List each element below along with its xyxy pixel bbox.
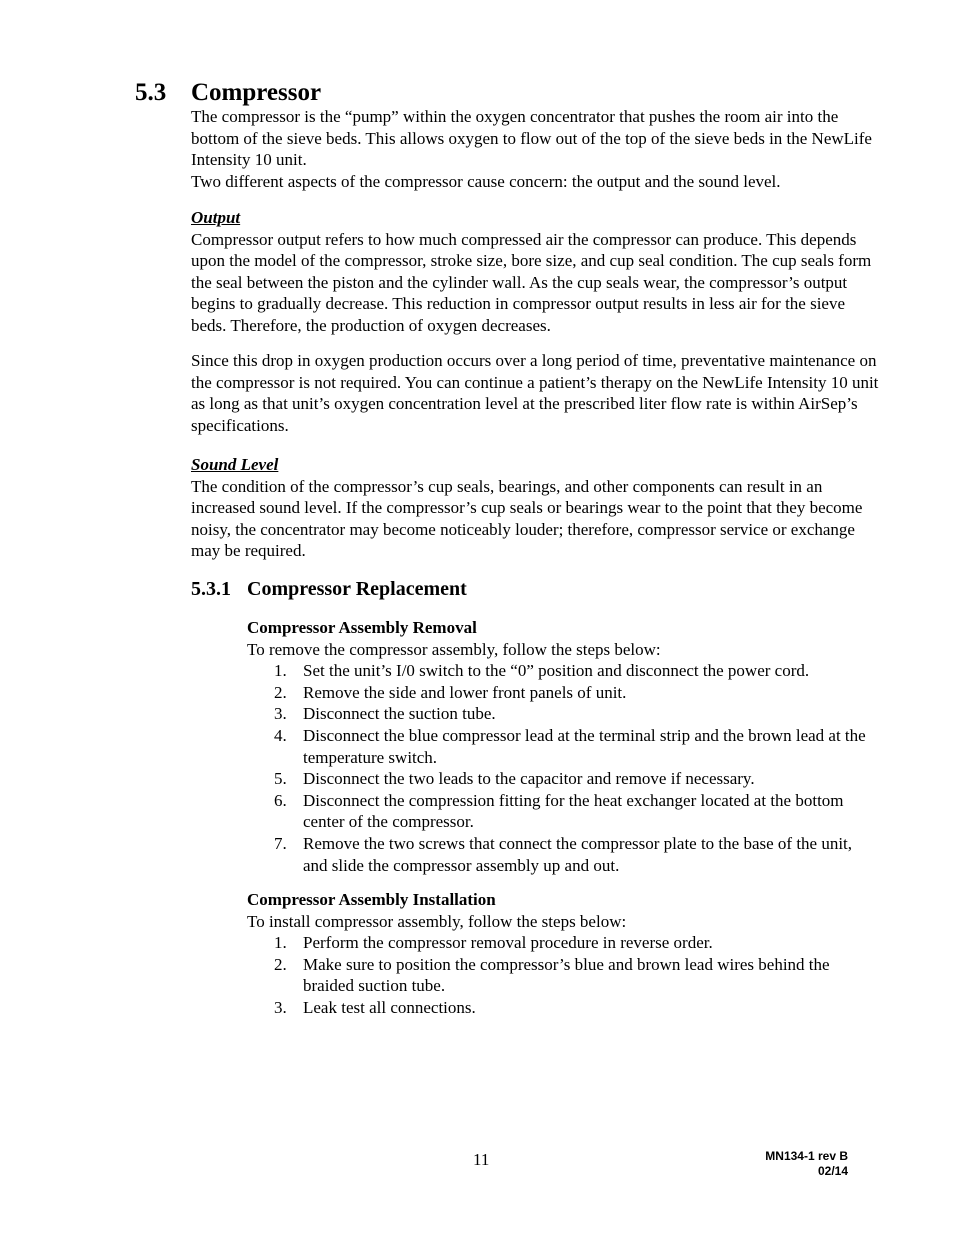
list-item: 3. Disconnect the suction tube.	[274, 704, 496, 724]
output-block-2	[191, 350, 881, 436]
removal-lead: To remove the compressor assembly, follow the steps below:	[247, 639, 661, 659]
revision-code: MN134-1 rev B	[765, 1149, 848, 1163]
output-heading: Output	[191, 208, 241, 227]
output-paragraph: Compressor output refers to how much compressed air the compressor can produce. This depends upon the model of the compressor, stroke size, bore size, and cup seal condition. The cup seals form the seal between the piston and the cylinder wall. As the cup seals wear, the compressor’s output begins to gradually decrease. This reduction in compressor output results in less air for the sieve beds. Therefore, the production of oxygen decreases.	[191, 229, 872, 335]
page-number: 11	[473, 1150, 490, 1169]
removal-steps	[247, 660, 877, 876]
revision-date: 02/14	[817, 1164, 848, 1178]
sound-block	[191, 454, 881, 562]
intro-paragraph: The compressor is the “pump” within the oxygen concentrator that pushes the room air into the bottom of the sieve beds. This allows oxygen to flow out of the top of the sieve beds in the NewLife Intensity 10 unit.	[191, 107, 872, 170]
section-title: Compressor	[191, 79, 322, 106]
removal-procedure	[247, 617, 877, 876]
subsection-title: Compressor Replacement	[247, 578, 467, 600]
list-item: 3. Leak test all connections.	[274, 997, 476, 1017]
installation-steps	[247, 932, 877, 1018]
list-item: 1. Set the unit’s I/0 switch to the “0” position and disconnect the power cord.	[274, 661, 810, 681]
subsection-number: 5.3.1	[191, 578, 231, 600]
list-item: 4. Disconnect the blue compressor lead at the terminal strip and the brown lead at the temperature switch.	[274, 725, 866, 767]
document-revision	[765, 1149, 848, 1179]
sound-heading: Sound Level	[191, 455, 279, 474]
list-item: 6. Disconnect the compression fitting for the heat exchanger located at the bottom center of the compressor.	[274, 790, 844, 832]
installation-title: Compressor Assembly Installation	[247, 890, 496, 909]
output-block	[191, 207, 881, 337]
installation-procedure	[247, 889, 877, 1019]
list-item: 1. Perform the compressor removal procedure in reverse order.	[274, 933, 713, 953]
output-paragraph: Since this drop in oxygen production occurs over a long period of time, preventative maintenance on the compressor is not required. You can continue a patient’s therapy on the NewLife Intensity 10 unit as long as that unit’s oxygen concentration level at the prescribed liter flow rate is within AirSep’s specifications.	[191, 351, 879, 435]
intro-block	[191, 106, 881, 192]
list-item: 2. Make sure to position the compressor’s blue and brown lead wires behind the braided suction tube.	[274, 954, 830, 996]
removal-title: Compressor Assembly Removal	[247, 618, 477, 637]
section-heading	[135, 78, 321, 108]
intro-paragraph: Two different aspects of the compressor cause concern: the output and the sound level.	[191, 171, 781, 191]
list-item: 7. Remove the two screws that connect the compressor plate to the base of the unit, and slide the compressor assembly up and out.	[274, 833, 853, 875]
list-item: 2. Remove the side and lower front panels of unit.	[274, 682, 627, 702]
list-item: 5. Disconnect the two leads to the capacitor and remove if necessary.	[274, 769, 755, 789]
subsection-heading	[191, 576, 467, 602]
installation-lead: To install compressor assembly, follow the steps below:	[247, 911, 627, 931]
sound-paragraph: The condition of the compressor’s cup seals, bearings, and other components can result in an increased sound level. If the compressor’s cup seals or bearings wear to the point that they become noisy, the concentrator may become noticeably louder; therefore, compressor service or exchange may be required.	[191, 476, 863, 561]
section-number: 5.3	[135, 79, 167, 106]
